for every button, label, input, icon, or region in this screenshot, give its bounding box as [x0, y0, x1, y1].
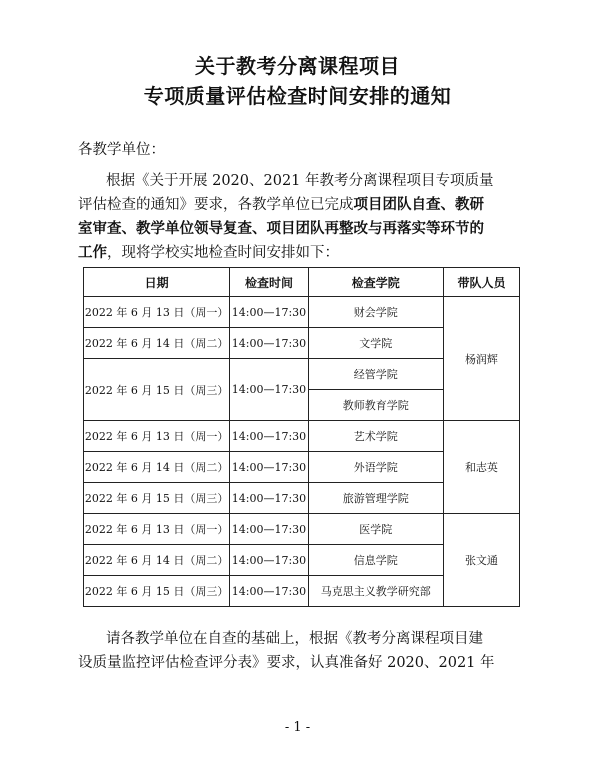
cell-date: 2022 年 6 月 15 日（周三）: [84, 359, 230, 421]
cell-leader: 张文通: [443, 514, 519, 607]
cell-time: 14:00—17:30: [230, 545, 308, 576]
cell-date: 2022 年 6 月 14 日（周二）: [84, 545, 230, 576]
cell-date: 2022 年 6 月 14 日（周二）: [84, 452, 230, 483]
cell-college: 信息学院: [308, 545, 443, 576]
para1-line2: [78, 193, 484, 217]
cell-leader: 杨润辉: [443, 297, 519, 421]
cell-leader: 和志英: [443, 421, 519, 514]
cell-college: 教师教育学院: [308, 390, 443, 421]
title-line-1: 关于教考分离课程项目: [195, 54, 400, 78]
para1-line3: 室审查、教学单位领导复查、项目团队再整改与再落实等环节的: [78, 220, 484, 237]
cell-college: 外语学院: [308, 452, 443, 483]
cell-time: 14:00—17:30: [230, 328, 308, 359]
para1-line4: [78, 241, 339, 265]
cell-college: 文学院: [308, 328, 443, 359]
cell-college: 艺术学院: [308, 421, 443, 452]
header-time: 检查时间: [230, 268, 308, 297]
para1-line4-text: ，现将学校实地检查时间安排如下：: [107, 245, 339, 261]
salutation: 各教学单位：: [78, 142, 165, 158]
cell-date: 2022 年 6 月 15 日（周三）: [84, 576, 230, 607]
para1-line4-bold: 工作: [78, 244, 107, 261]
para2-line1: 请各教学单位在自查的基础上，根据《教考分离课程项目建: [106, 631, 483, 647]
cell-time: 14:00—17:30: [230, 576, 308, 607]
header-leader: 带队人员: [443, 268, 519, 297]
cell-date: 2022 年 6 月 13 日（周一）: [84, 514, 230, 545]
header-date: 日期: [84, 268, 230, 297]
header-college: 检查学院: [308, 268, 443, 297]
cell-time: 14:00—17:30: [230, 359, 308, 421]
cell-date: 2022 年 6 月 13 日（周一）: [84, 297, 230, 328]
cell-time: 14:00—17:30: [230, 297, 308, 328]
cell-college: 经管学院: [308, 359, 443, 390]
table-row: [84, 421, 520, 452]
para2-line2: 设质量监控评估检查评分表》要求，认真准备好 2020、2021 年: [78, 655, 495, 671]
cell-date: 2022 年 6 月 14 日（周二）: [84, 328, 230, 359]
cell-date: 2022 年 6 月 15 日（周三）: [84, 483, 230, 514]
page-number: - 1 -: [284, 720, 311, 735]
table-header-row: [84, 268, 520, 297]
table-row: [84, 297, 520, 328]
schedule-table: [83, 267, 520, 607]
para1-line1: 根据《关于开展 2020、2021 年教考分离课程项目专项质量: [106, 173, 494, 189]
cell-time: 14:00—17:30: [230, 514, 308, 545]
para1-line2-bold: 项目团队自查、教研: [353, 196, 484, 213]
cell-time: 14:00—17:30: [230, 483, 308, 514]
cell-college: 旅游管理学院: [308, 483, 443, 514]
cell-college: 医学院: [308, 514, 443, 545]
cell-college: 马克思主义教学研究部: [308, 576, 443, 607]
cell-date: 2022 年 6 月 13 日（周一）: [84, 421, 230, 452]
para1-line2-text: 评估检查的通知》要求，各教学单位已完成: [78, 197, 354, 213]
table-row: [84, 514, 520, 545]
title-line-2: 专项质量评估检查时间安排的通知: [143, 84, 452, 108]
cell-college: 财会学院: [308, 297, 443, 328]
cell-time: 14:00—17:30: [230, 452, 308, 483]
cell-time: 14:00—17:30: [230, 421, 308, 452]
